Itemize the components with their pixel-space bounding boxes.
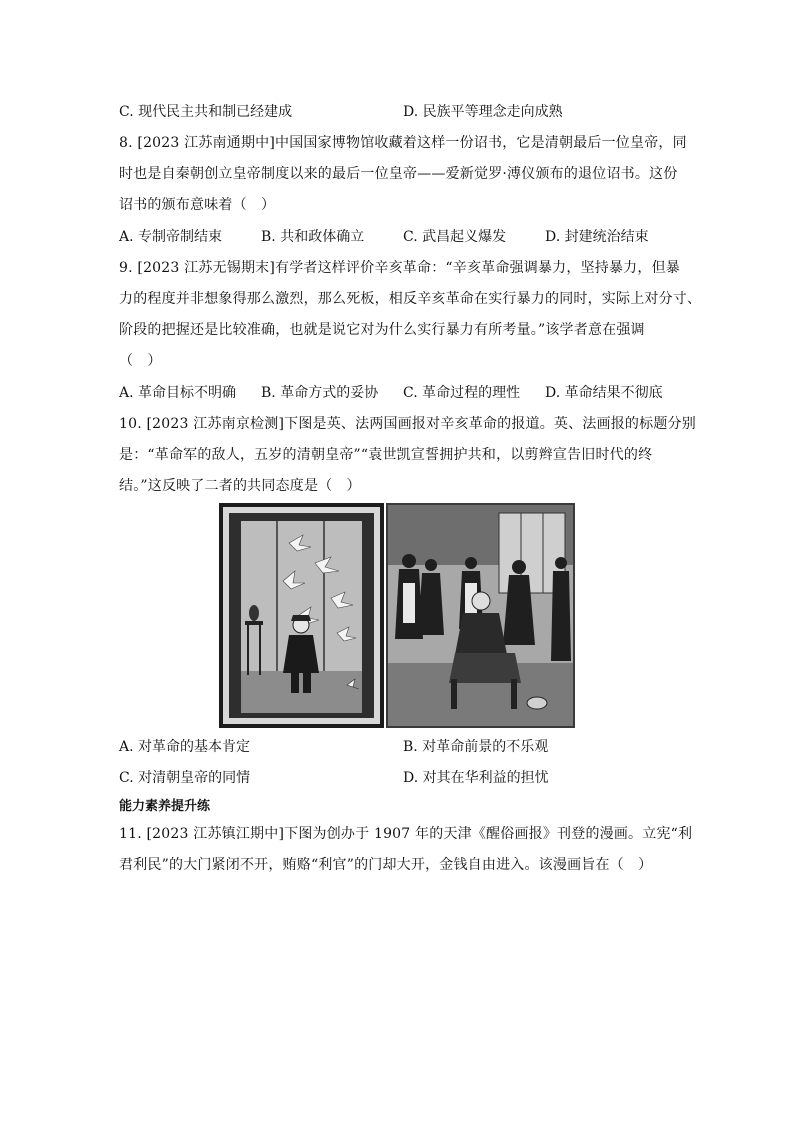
section-title: 能力素养提升练 bbox=[119, 799, 211, 814]
q10-stem-line-1: 10. [2023 江苏南京检测]下图是英、法两国画报对辛亥革命的报道。英、法画报的标题分别 bbox=[119, 416, 696, 432]
q9-stem-line-3: 阶段的把握还是比较准确，也就是说它对为什么实行暴力有所考量。”该学者意在强调 bbox=[119, 322, 645, 338]
q10-stem-line-2: 是：“革命军的敌人，五岁的清朝皇帝”“袁世凯宣誓拥护共和，以剪辫宣告旧时代的终 bbox=[119, 447, 653, 463]
q8-stem-line-3: 诏书的颁布意味着（ ） bbox=[119, 197, 276, 213]
yuan-shikai-scene-illustration bbox=[386, 503, 575, 728]
q7-option-c: C. 现代民主共和制已经建成 bbox=[119, 104, 293, 120]
q9-stem-line-1: 9. [2023 江苏无锡期末]有学者这样评价辛亥革命：“辛亥革命强调暴力，坚持暴力，但暴 bbox=[119, 260, 680, 276]
q10-newspaper-illustrations bbox=[219, 503, 575, 728]
q8-option-a: A. 专制帝制结束 bbox=[119, 229, 223, 245]
q9-option-d: D. 革命结果不彻底 bbox=[545, 385, 663, 401]
q9-option-c: C. 革命过程的理性 bbox=[403, 385, 521, 401]
q11-stem-line-1: 11. [2023 江苏镇江期中]下图为创办于 1907 年的天津《醒俗画报》刊登的漫画。立宪“利 bbox=[119, 826, 693, 842]
q10-option-c: C. 对清朝皇帝的同情 bbox=[119, 770, 251, 786]
q10-stem-line-3: 结。”这反映了二者的共同态度是（ ） bbox=[119, 478, 361, 494]
q7-option-d: D. 民族平等理念走向成熟 bbox=[403, 104, 563, 120]
q11-stem-line-2: 君利民”的大门紧闭不开，贿赂“利官”的门却大开，金钱自由进入。该漫画旨在（ ） bbox=[119, 857, 653, 873]
q8-option-d: D. 封建统治结束 bbox=[545, 229, 649, 245]
q9-option-a: A. 革命目标不明确 bbox=[119, 385, 237, 401]
q9-stem-line-2: 力的程度并非想象得那么激烈，那么死板，相反辛亥革命在实行暴力的同时，实际上对分寸、 bbox=[119, 291, 702, 307]
q8-option-c: C. 武昌起义爆发 bbox=[403, 229, 507, 245]
q10-option-b: B. 对革命前景的不乐观 bbox=[403, 739, 549, 755]
q8-stem-line-1: 8. [2023 江苏南通期中]中国国家博物馆收藏着这样一份诏书，它是清朝最后一位皇帝，同 bbox=[119, 135, 687, 151]
emperor-portrait-illustration bbox=[219, 503, 384, 728]
q8-option-b: B. 共和政体确立 bbox=[261, 229, 365, 245]
q10-option-d: D. 对其在华利益的担忧 bbox=[403, 770, 549, 786]
q9-stem-line-4: （ ） bbox=[119, 353, 162, 369]
q8-stem-line-2: 时也是自秦朝创立皇帝制度以来的最后一位皇帝——爱新觉罗·溥仪颁布的退位诏书。这份 bbox=[119, 166, 678, 182]
q10-option-a: A. 对革命的基本肯定 bbox=[119, 739, 251, 755]
q9-option-b: B. 革命方式的妥协 bbox=[261, 385, 379, 401]
